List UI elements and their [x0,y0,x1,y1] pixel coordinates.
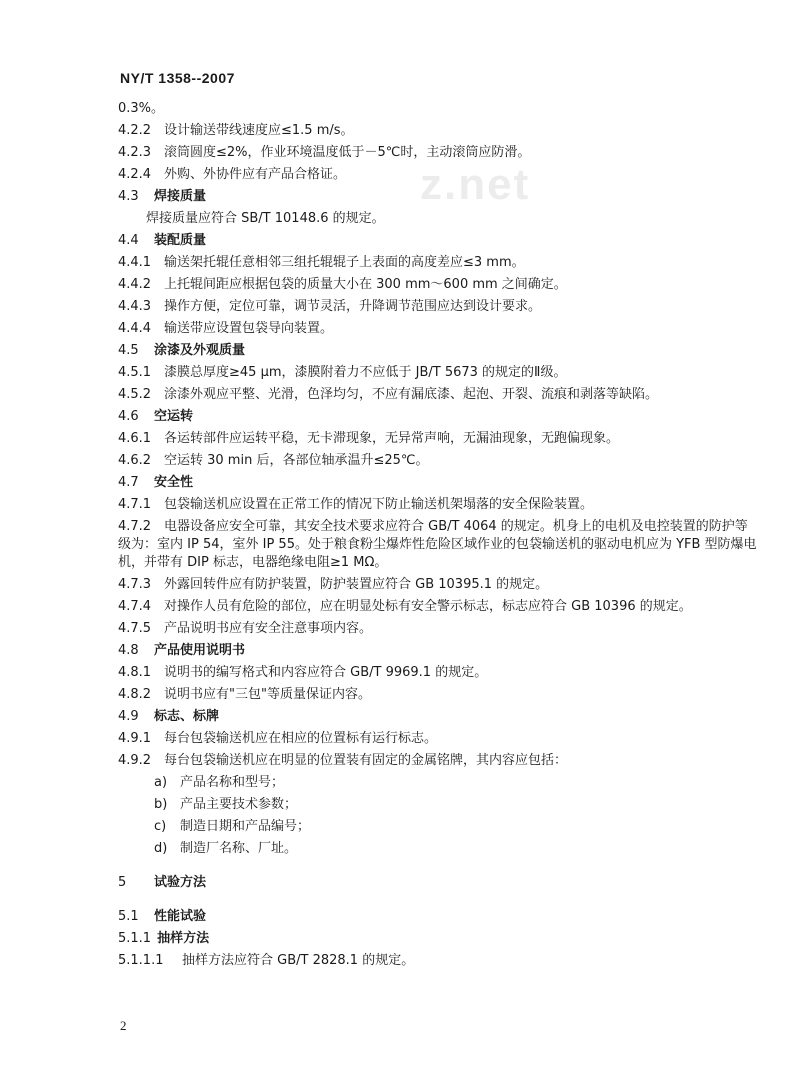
document-body [118,100,758,974]
section-5-1-heading: 5.1 性能试验 [118,909,207,924]
clause-4-5-2: 4.5.2 涂漆外观应平整、光滑，色泽均匀，不应有漏底漆、起泡、开裂、流痕和剥落等缺陷。 [118,387,659,402]
page-number: 2 [120,1018,127,1033]
standard-code: NY/T 1358--2007 [120,70,235,86]
section-5-heading: 5 试验方法 [118,875,207,890]
list-item: c) 制造日期和产品编号； [154,819,311,834]
section-4-3-heading: 4.3 焊接质量 [118,189,207,204]
list-item: d) 制造厂名称、厂址。 [154,841,298,856]
clause-4-9-2: 4.9.2 每台包袋输送机应在明显的位置装有固定的金属铭牌，其内容应包括： [118,753,568,768]
list-item: b) 产品主要技术参数； [154,797,298,812]
clause-4-4-4: 4.4.4 输送带应设置包袋导向装置。 [118,321,334,336]
clause-4-8-2: 4.8.2 说明书应有"三包"等质量保证内容。 [118,687,371,702]
clause-4-8-1: 4.8.1 说明书的编写格式和内容应符合 GB/T 9969.1 的规定。 [118,665,488,680]
clause-4-7-4: 4.7.4 对操作人员有危险的部位，应在明显处标有安全警示标志，标志应符合 GB 10396 的规定。 [118,599,692,614]
section-4-8-heading: 4.8 产品使用说明书 [118,643,246,658]
clause-4-7-1: 4.7.1 包袋输送机应设置在正常工作的情况下防止输送机架塌落的安全保险装置。 [118,497,594,512]
clause-5-1-1-1: 5.1.1.1 抽样方法应符合 GB/T 2828.1 的规定。 [118,953,415,968]
section-4-6-heading: 4.6 空运转 [118,409,194,424]
clause-4-4-1: 4.4.1 输送架托辊任意相邻三组托辊辊子上表面的高度差应≤3 mm。 [118,255,525,270]
clause-4-5-1: 4.5.1 漆膜总厚度≥45 μm，漆膜附着力不应低于 JB/T 5673 的规定的Ⅱ级。 [118,365,567,380]
text-line: 焊接质量应符合 SB/T 10148.6 的规定。 [146,211,385,226]
section-4-5-heading: 4.5 涂漆及外观质量 [118,343,246,358]
clause-4-9-1: 4.9.1 每台包袋输送机应在相应的位置标有运行标志。 [118,731,438,746]
section-4-4-heading: 4.4 装配质量 [118,233,207,248]
section-4-7-heading: 4.7 安全性 [118,475,194,490]
clause-4-7-2: 4.7.2 电器设备应安全可靠，其安全技术要求应符合 GB/T 4064 的规定。机身上的电机及电控装置的防护等级为：室内 IP 54，室外 IP 55。处于粮食粉尘爆炸性危险区域作业的包袋输送机的驱动电机应为 YFB 型防爆电机，并带有 DIP 标志，电器绝缘电阻≥1 MΩ。 [118,519,757,570]
list-item: a) 产品名称和型号； [154,775,285,790]
clause-4-6-2: 4.6.2 空运转 30 min 后，各部位轴承温升≤25℃。 [118,453,429,468]
clause-4-6-1: 4.6.1 各运转部件应运转平稳，无卡滞现象，无异常声响，无漏油现象，无跑偏现象。 [118,431,620,446]
clause-4-2-3: 4.2.3 滚筒圆度≤2%，作业环境温度低于－5℃时，主动滚筒应防滑。 [118,145,531,160]
clause-4-7-5: 4.7.5 产品说明书应有安全注意事项内容。 [118,621,373,636]
clause-4-7-3: 4.7.3 外露回转件应有防护装置，防护装置应符合 GB 10395.1 的规定。 [118,577,549,592]
clause-4-2-2: 4.2.2 设计输送带线速度应≤1.5 m/s。 [118,123,354,138]
clause-4-2-4: 4.2.4 外购、外协件应有产品合格证。 [118,167,347,182]
text-line: 0.3%。 [118,101,165,116]
section-5-1-1-heading: 5.1.1 抽样方法 [118,931,210,946]
clause-4-4-3: 4.4.3 操作方便，定位可靠，调节灵活，升降调节范围应达到设计要求。 [118,299,542,314]
section-4-9-heading: 4.9 标志、标牌 [118,709,220,724]
clause-4-4-2: 4.4.2 上托辊间距应根据包袋的质量大小在 300 mm～600 mm 之间确定。 [118,277,567,292]
watermark: z.net [420,160,531,209]
